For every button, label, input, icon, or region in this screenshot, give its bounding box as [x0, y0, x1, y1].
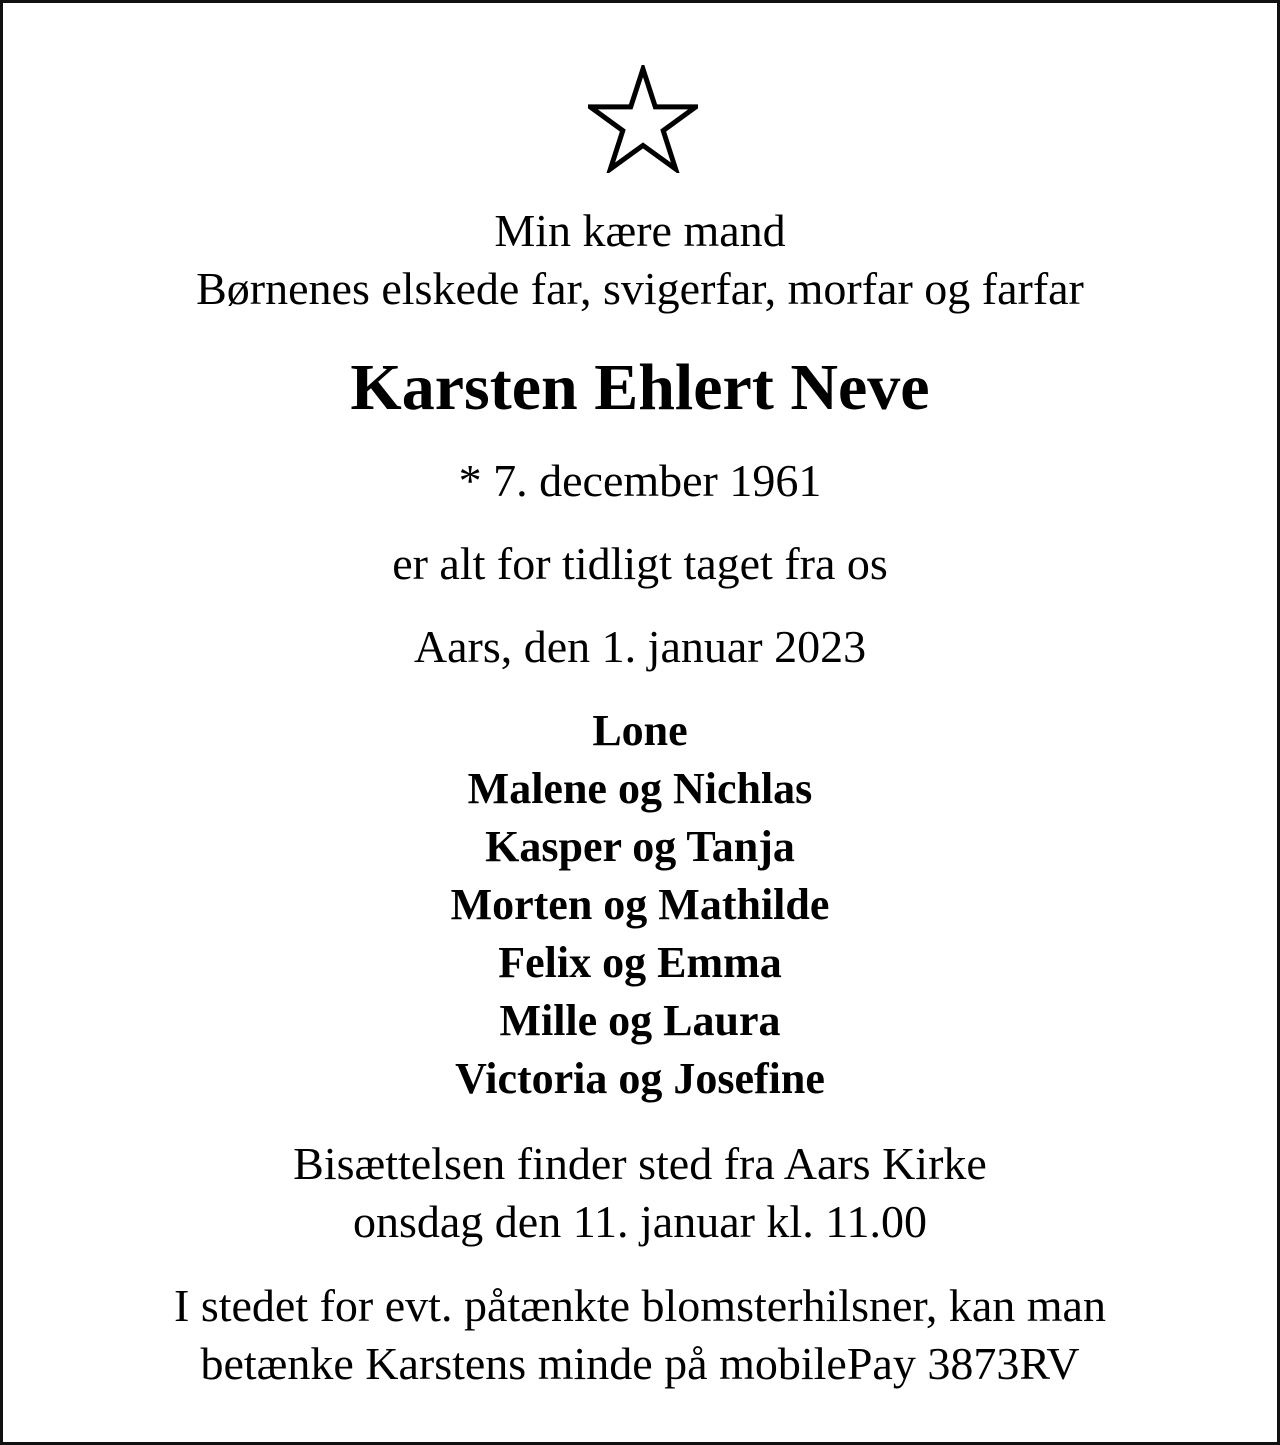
- funeral-line-1: Bisættelsen finder sted fra Aars Kirke: [293, 1138, 987, 1189]
- mourner-name: Morten og Mathilde: [450, 880, 830, 929]
- donation-line-1: I stedet for evt. påtænkte blomsterhilsner, kan man: [174, 1280, 1106, 1331]
- mourner-name: Lone: [592, 706, 688, 755]
- place-date: Aars, den 1. januar 2023: [413, 621, 867, 672]
- intro-line-1: Min kære mand: [494, 205, 786, 256]
- mourner-name: Mille og Laura: [499, 996, 781, 1045]
- mourner-name: Kasper og Tanja: [485, 822, 795, 871]
- funeral-line-2: onsdag den 11. januar kl. 11.00: [352, 1196, 928, 1247]
- deceased-name: Karsten Ehlert Neve: [350, 351, 930, 424]
- mourner-name: Malene og Nichlas: [467, 764, 813, 813]
- birth-date: * 7. december 1961: [458, 455, 822, 506]
- message-line: er alt for tidligt taget fra os: [392, 538, 888, 589]
- star-icon: [588, 65, 698, 173]
- intro-line-2: Børnenes elskede far, svigerfar, morfar og farfar: [196, 263, 1084, 314]
- mourner-name: Felix og Emma: [498, 938, 782, 987]
- mourner-name: Victoria og Josefine: [455, 1054, 825, 1103]
- donation-line-2: betænke Karstens minde på mobilePay 3873RV: [200, 1338, 1080, 1389]
